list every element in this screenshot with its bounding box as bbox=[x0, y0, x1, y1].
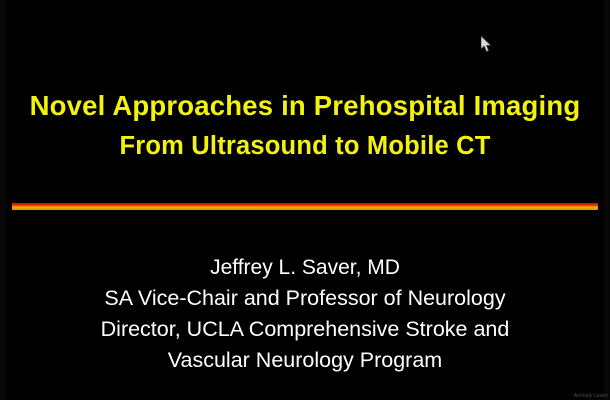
mouse-pointer-icon bbox=[481, 36, 492, 53]
slide-title-line-2: From Ultrasound to Mobile CT bbox=[119, 132, 491, 160]
presenter-title-line-1: SA Vice-Chair and Professor of Neurology bbox=[104, 286, 506, 310]
slide-subtitle bbox=[0, 252, 610, 376]
slide-title bbox=[0, 86, 610, 166]
watermark-label: Actively Learn bbox=[573, 393, 608, 399]
presenter-title-line-3: Vascular Neurology Program bbox=[167, 348, 443, 372]
presenter-title-line-2: Director, UCLA Comprehensive Stroke and bbox=[100, 317, 510, 341]
slide-title-line-1: Novel Approaches in Prehospital Imaging bbox=[29, 90, 581, 121]
presenter-name: Jeffrey L. Saver, MD bbox=[210, 256, 400, 279]
title-divider-rule bbox=[12, 203, 598, 210]
